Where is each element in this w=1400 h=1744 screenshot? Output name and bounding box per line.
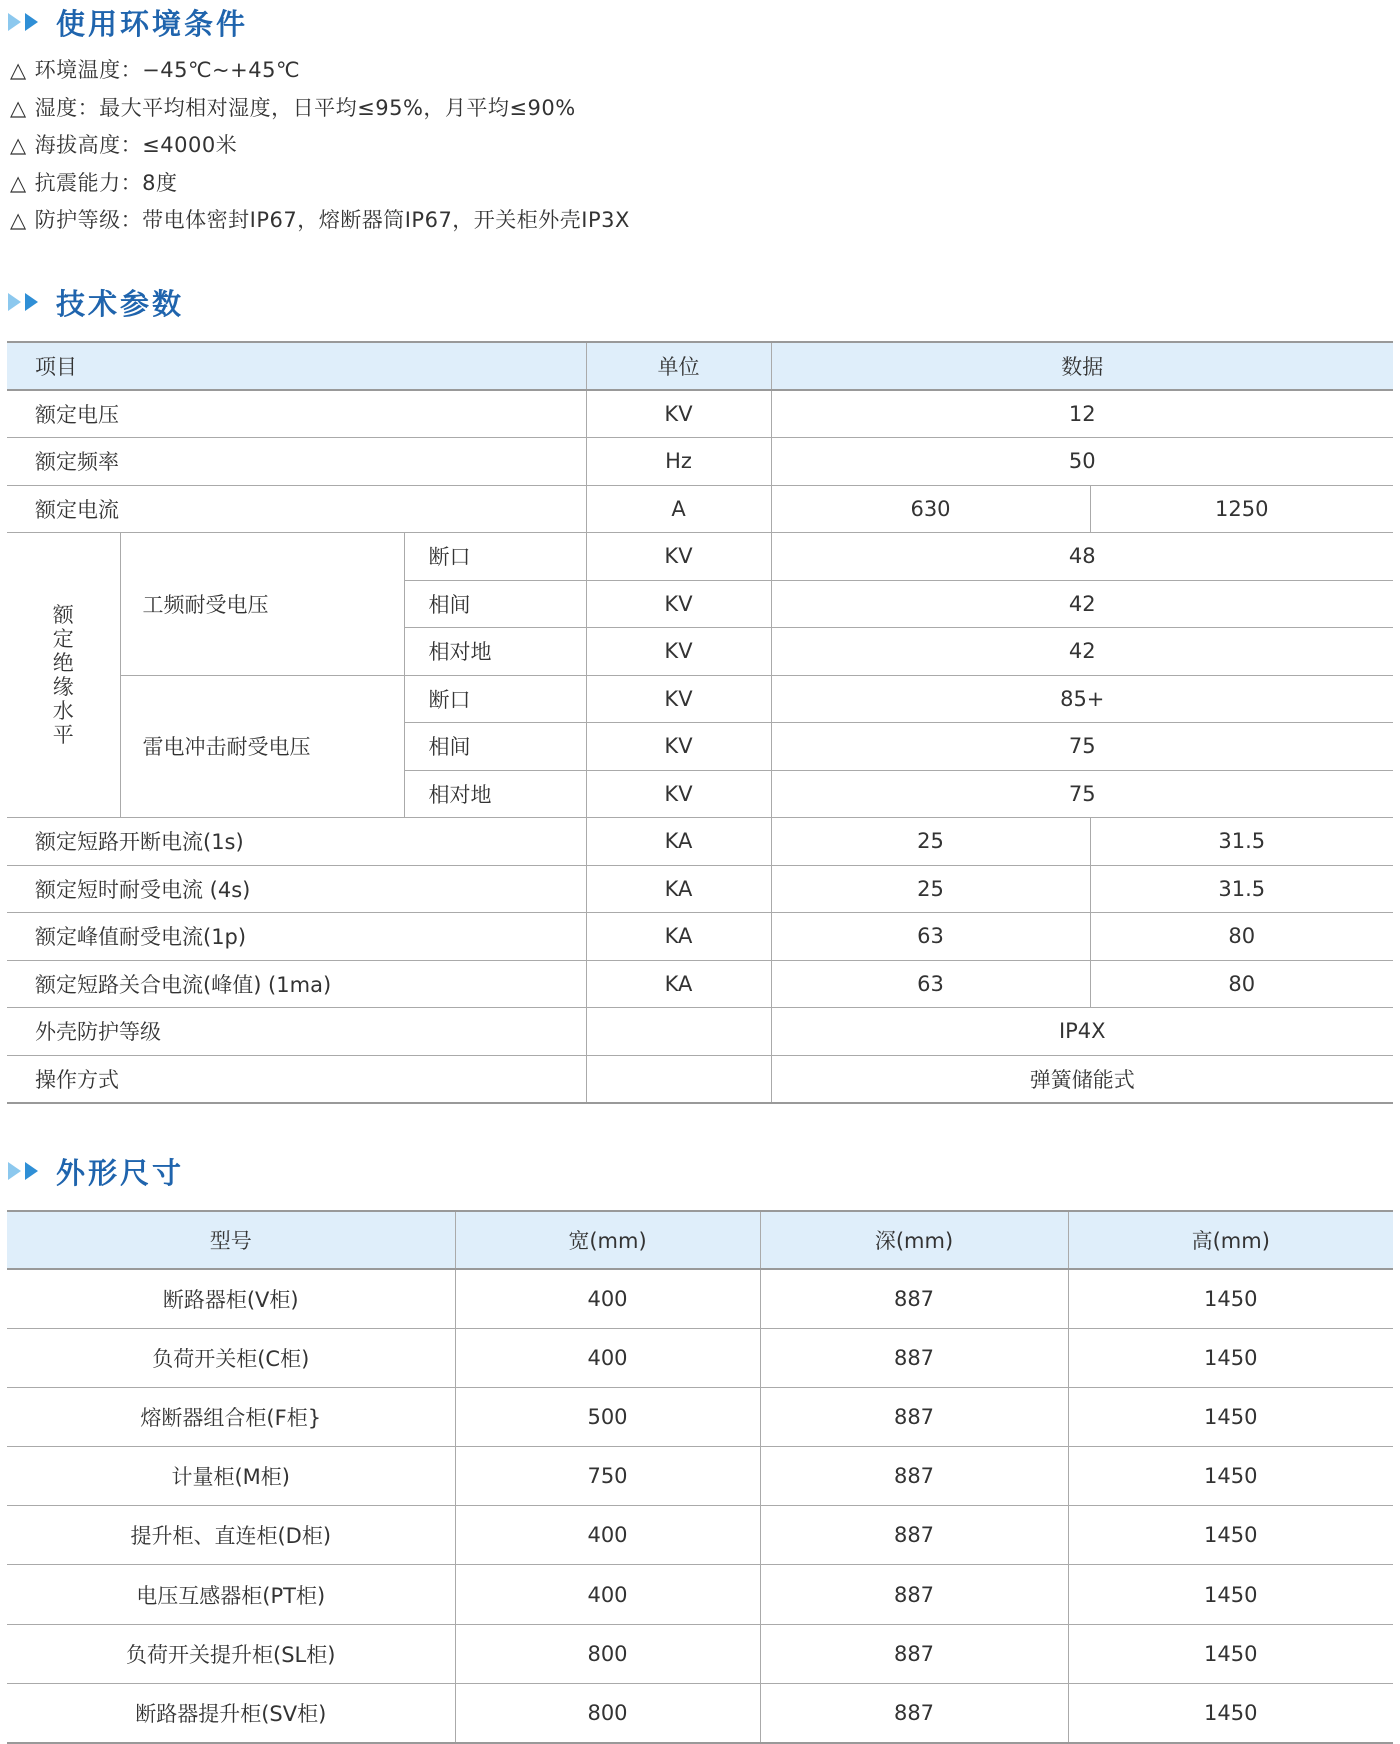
- section-env-title: [8, 2, 248, 42]
- triangle-icon: △: [10, 58, 27, 82]
- table-header-row: 型号 宽(mm) 深(mm) 高(mm): [7, 1211, 1393, 1269]
- table-row: 提升柜、直连柜(D柜) 400 887 1450: [7, 1506, 1393, 1565]
- table-row: 相间 KV 75: [7, 723, 1393, 771]
- env-item: △ 环境温度：−45℃~+45℃: [10, 52, 630, 90]
- double-arrow-icon: [8, 1162, 42, 1180]
- double-arrow-icon: [8, 13, 42, 31]
- insulation-level-label: 额 定 绝 缘 水 平: [7, 533, 120, 818]
- table-row: 相对地 KV 75: [7, 770, 1393, 818]
- dimensions-table: [7, 1210, 1393, 1744]
- table-row: 熔断器组合柜(F柜} 500 887 1450: [7, 1387, 1393, 1446]
- table-row: 负荷开关柜(C柜) 400 887 1450: [7, 1328, 1393, 1387]
- table-row: 电压互感器柜(PT柜) 400 887 1450: [7, 1565, 1393, 1624]
- table-row: 额定短路开断电流(1s) KA 25 31.5: [7, 818, 1393, 866]
- table-row: 相间 KV 42: [7, 580, 1393, 628]
- table-row: 断路器柜(V柜) 400 887 1450: [7, 1269, 1393, 1328]
- tech-title-text: 技术参数: [56, 286, 185, 321]
- env-title-text: 使用环境条件: [56, 6, 249, 41]
- env-item: △ 防护等级：带电体密封IP67，熔断器筒IP67，开关柜外壳IP3X: [10, 202, 630, 240]
- table-row: 雷电冲击耐受电压 断口 KV 85+: [7, 675, 1393, 723]
- env-item: △ 抗震能力：8度: [10, 165, 630, 203]
- table-header-row: [7, 342, 1393, 390]
- header-unit: 单位: [586, 342, 771, 390]
- section-tech-title: [8, 282, 184, 322]
- table-row: 额 定 绝 缘 水 平 工频耐受电压 断口 KV 48: [7, 533, 1393, 581]
- table-row: 额定电压 KV 12: [7, 390, 1393, 438]
- triangle-icon: △: [10, 133, 27, 157]
- table-row: 操作方式 弹簧储能式: [7, 1055, 1393, 1103]
- dims-title-text: 外形尺寸: [56, 1155, 185, 1190]
- header-data: 数据: [771, 342, 1393, 390]
- triangle-icon: △: [10, 208, 27, 232]
- triangle-icon: △: [10, 170, 27, 195]
- table-row: 负荷开关提升柜(SL柜) 800 887 1450: [7, 1624, 1393, 1683]
- table-row: 额定频率 Hz 50: [7, 438, 1393, 486]
- table-row: 额定短时耐受电流 (4s) KA 25 31.5: [7, 865, 1393, 913]
- env-conditions-list: [10, 52, 630, 240]
- env-item: △ 海拔高度：≤4000米: [10, 127, 630, 165]
- table-row: 计量柜(M柜) 750 887 1450: [7, 1447, 1393, 1506]
- section-dims-title: [8, 1151, 184, 1191]
- triangle-icon: △: [10, 95, 27, 120]
- header-item: 项目: [7, 342, 586, 390]
- table-row: 额定峰值耐受电流(1p) KA 63 80: [7, 913, 1393, 961]
- table-row: 额定电流 A 630 1250: [7, 485, 1393, 533]
- table-row: 断路器提升柜(SV柜) 800 887 1450: [7, 1683, 1393, 1742]
- table-row: 额定短路关合电流(峰值) (1ma) KA 63 80: [7, 960, 1393, 1008]
- tech-params-table: [7, 341, 1393, 1104]
- double-arrow-icon: [8, 293, 42, 311]
- env-item: △ 湿度：最大平均相对湿度，日平均≤95%，月平均≤90%: [10, 90, 630, 128]
- lightning-label: 雷电冲击耐受电压: [120, 675, 404, 818]
- table-row: 外壳防护等级 IP4X: [7, 1008, 1393, 1056]
- power-freq-label: 工频耐受电压: [120, 533, 404, 676]
- table-row: 相对地 KV 42: [7, 628, 1393, 676]
